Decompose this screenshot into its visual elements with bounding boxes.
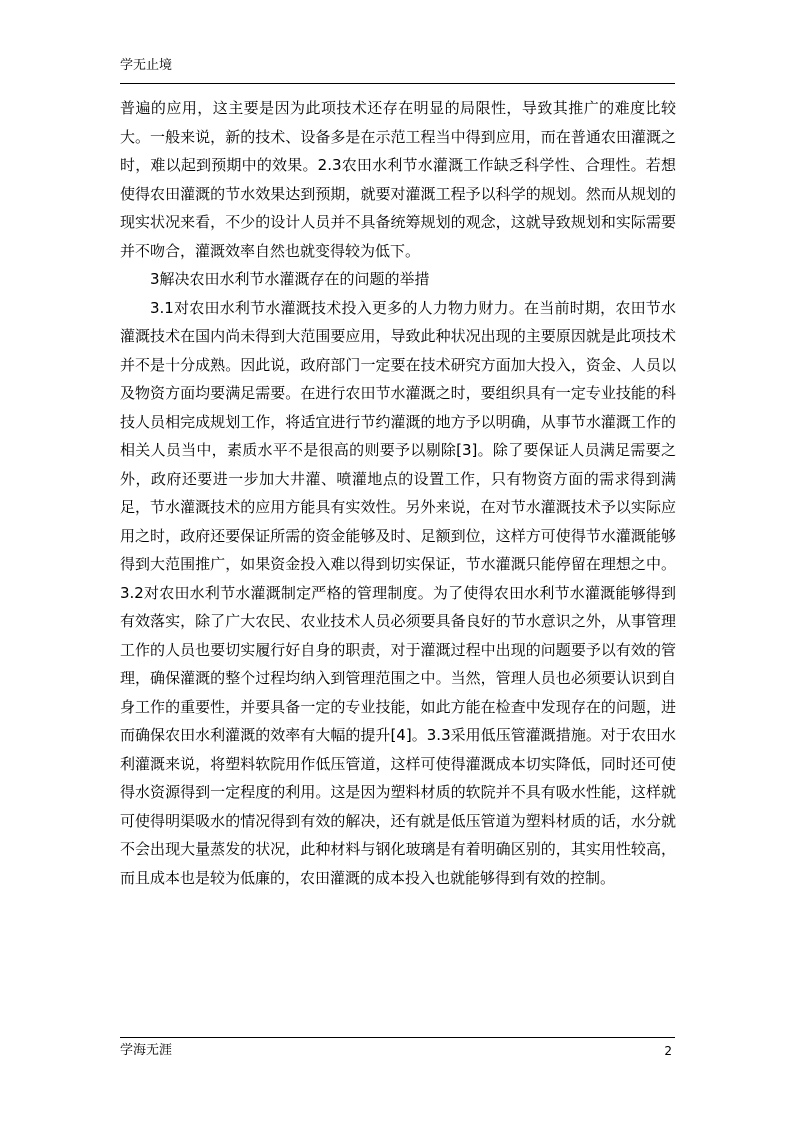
footer-divider (120, 1037, 675, 1038)
page-footer: 学海无涯 (120, 1043, 173, 1058)
section-heading: 3解决农田水利节水灌溉存在的问题的举措 (150, 270, 430, 288)
document-body (120, 94, 676, 892)
header-divider (120, 83, 675, 84)
paragraph-continuation: 普遍的应用，这主要是因为此项技术还存在明显的局限性，导致其推广的难度比较大。一般来说，新的技术、设备多是在示范工程当中得到应用，而在普通农田灌溉之时，难以起到预期中的效果。2.3农田水利节水灌溉工作缺乏科学性、合理性。若想使得农田灌溉的节水效果达到预期，就要对灌溉工程予以科学的规划。然而从规划的现实状况来看，不少的设计人员并不具备统筹规划的观念，这就导致规划和实际需要并不吻合，灌溉效率自然也就变得较为低下。 (120, 99, 676, 260)
paragraph-measures: 3.1对农田水利节水灌溉技术投入更多的人力物力财力。在当前时期，农田节水灌溉技术在国内尚未得到大范围要应用，导致此种状况出现的主要原因就是此项技术并不是十分成熟。因此说，政府部门一定要在技术研究方面加大投入，资金、人员以及物资方面均要满足需要。在进行农田节水灌溉之时，要组织具有一定专业技能的科技人员相完成规划工作，将适宜进行节约灌溉的地方予以明确，从事节水灌溉工作的相关人员当中，素质水平不是很高的则要予以剔除[3]。除了要保证人员满足需要之外，政府还要进一步加大井灌、喷灌地点的设置工作，只有物资方面的需求得到满足，节水灌溉技术的应用方能具有实效性。另外来说，在对节水灌溉技术予以实际应用之时，政府还要保证所需的资金能够及时、足额到位，这样方可使得节水灌溉能够得到大范围推广，如果资金投入难以得到切实保证，节水灌溉只能停留在理想之中。3.2对农田水利节水灌溉制定严格的管理制度。为了使得农田水利节水灌溉能够得到有效落实，除了广大农民、农业技术人员必须要具备良好的节水意识之外，从事管理工作的人员也要切实履行好自身的职责，对于灌溉过程中出现的问题要予以有效的管理，确保灌溉的整个过程均纳入到管理范围之中。当然，管理人员也必须要认识到自身工作的重要性，并要具备一定的专业技能，如此方能在检查中发现存在的问题，进而确保农田水利灌溉的效率有大幅的提升[4]。3.3采用低压管灌溉措施。对于农田水利灌溉来说，将塑料软院用作低压管道，这样可使得灌溉成本切实降低，同时还可使得水资源得到一定程度的利用。这是因为塑料材质的软院并不具有吸水性能，这样就可使得明渠吸水的情况得到有效的解决，还有就是低压管道为塑料材质的话，水分就不会出现大量蒸发的状况，此种材料与钢化玻璃是有着明确区别的，其实用性较高，而且成本也是较为低廉的，农田灌溉的成本投入也就能够得到有效的控制。 (120, 298, 676, 887)
page-number: 2 (664, 1044, 672, 1058)
page-header: 学无止境 (120, 58, 173, 73)
